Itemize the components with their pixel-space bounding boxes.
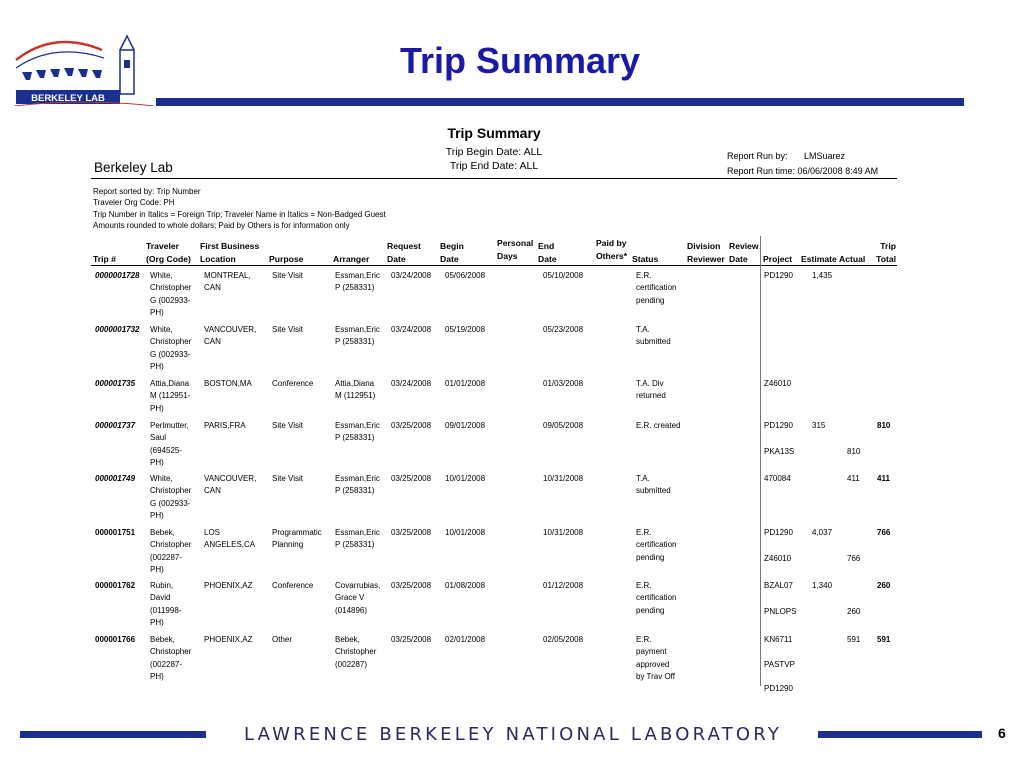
cell-arranger: Essman,Eric P (258331) [335,325,380,347]
cell-traveler: Perlmutter, Saul (694525- PH) [150,421,189,467]
cell-begin: 05/06/2008 [445,271,486,280]
report-divider [91,178,897,179]
cell-request: 03/25/2008 [391,635,432,644]
cell-request: 03/25/2008 [391,528,432,537]
cell-begin: 10/01/2008 [445,528,486,537]
note-line: Trip Number in Italics = Foreign Trip; Traveler Name in Italics = Non-Badged Guest [93,209,386,219]
logo-text: BERKELEY LAB [31,93,105,104]
cell-location: BOSTON,MA [204,379,252,388]
cell-trip: 0000001728 [95,271,140,280]
cell-project-secondary: PKA13S [764,447,795,456]
cell-total: 260 [877,581,891,590]
report-run-by [727,151,846,161]
cell-estimate: 1,435 [812,271,833,280]
table-row [0,473,1024,525]
note-line: Report sorted by: Trip Number [93,187,201,196]
cell-purpose: Conference [272,581,314,590]
cell-traveler: Attia,Diana M (112951- PH) [150,379,191,413]
berkeley-lab-logo [14,20,154,106]
cell-status: T.A. submitted [636,325,671,347]
cell-end: 01/12/2008 [543,581,584,590]
table-row [0,324,1024,376]
org-name: Berkeley Lab [94,160,173,175]
col-estimate: Estimate [801,254,837,264]
cell-trip: 000001737 [95,421,136,430]
cell-location: LOS ANGELES,CA [204,528,256,550]
cell-estimate: 315 [812,421,826,430]
cell-begin: 09/01/2008 [445,421,486,430]
cell-location: VANCOUVER, CAN [204,325,257,347]
cell-project-secondary: PNLOPS [764,607,797,616]
cell-location: PHOENIX,AZ [204,581,253,590]
cell-location: VANCOUVER, CAN [204,474,257,496]
cell-trip: 000001749 [95,474,136,483]
cell-purpose: Site Visit [272,271,303,280]
cell-request: 03/24/2008 [391,325,432,334]
cell-arranger: Essman,Eric P (258331) [335,528,380,550]
cell-actual-secondary: 260 [847,607,861,616]
report-run-time: Report Run time: 06/06/2008 8:49 AM [727,166,879,176]
table-row [0,420,1024,472]
cell-project: PD1290 [764,271,793,280]
cell-purpose: Site Visit [272,474,303,483]
cell-traveler: Bebek, Christopher (002287- PH) [150,635,192,681]
cell-begin: 01/08/2008 [445,581,486,590]
report-begin-date: Trip Begin Date: ALL [445,146,543,158]
cell-project: PD1290 [764,421,793,430]
cell-begin: 02/01/2008 [445,635,486,644]
col-request-date: Request Date [387,241,421,264]
cell-request: 03/24/2008 [391,379,432,388]
cell-estimate: 4,037 [812,528,833,537]
cell-trip: 0000001732 [95,325,140,334]
slide-title: Trip Summary [399,40,641,81]
cell-status: E.R. payment approved by Trav Off [636,635,675,681]
cell-project-secondary: Z46010 [764,554,792,563]
footer-lab-name: LAWRENCE BERKELEY NATIONAL LABORATORY [243,724,783,745]
cell-request: 03/24/2008 [391,271,432,280]
cell-end: 02/05/2008 [543,635,584,644]
col-first-business: First Business Location [200,241,260,264]
cell-end: 09/05/2008 [543,421,584,430]
note-line: Traveler Org Code: PH [93,198,175,208]
cell-total: 766 [877,528,891,537]
table-row [0,270,1024,322]
col-review-date: Review Date [729,241,759,264]
cell-project: BZAL07 [764,581,793,590]
cell-end: 05/10/2008 [543,271,584,280]
cell-project: 470084 [764,474,791,483]
cell-location: PHOENIX,AZ [204,635,253,644]
cell-project: KN6711 PASTVP PD1290 [764,635,795,694]
cell-total: 810 [877,421,891,430]
cell-trip: 000001735 [95,379,136,388]
cell-end: 01/03/2008 [543,379,584,388]
cell-status: E.R. certification pending [636,271,677,305]
table-row [0,580,1024,632]
cell-request: 03/25/2008 [391,581,432,590]
header-divider [156,98,964,106]
cell-end: 10/31/2008 [543,528,584,537]
footer-rule-left [20,731,206,738]
cell-actual-secondary: 766 [847,554,861,563]
run-by-label: Report Run by: [727,151,788,161]
cell-arranger: Essman,Eric P (258331) [335,421,380,443]
col-personal-days: Personal Days [497,238,534,261]
cell-arranger: Essman,Eric P (258331) [335,474,380,496]
cell-total: 411 [877,474,890,483]
cell-arranger: Covarrubias, Grace V (014896) [335,581,381,615]
col-arranger: Arranger [333,254,370,264]
cell-status: E.R. certification pending [636,581,677,615]
cell-actual: 411 [847,474,860,483]
cell-location: MONTREAL, CAN [204,271,251,293]
col-end-date: End Date [538,241,557,264]
col-traveler: Traveler (Org Code) [146,241,191,264]
cell-trip: 000001751 [95,528,136,537]
col-paid-by-others: Paid by Others* [596,238,628,261]
cell-total: 591 [877,635,891,644]
col-begin-date: Begin Date [440,241,464,264]
cell-end: 05/23/2008 [543,325,584,334]
run-by-value: LMSuarez [804,151,846,161]
cell-traveler: White, Christopher G (002933- PH) [150,325,192,371]
cell-begin: 05/19/2008 [445,325,486,334]
cell-purpose: Site Visit [272,325,303,334]
cell-arranger: Essman,Eric P (258331) [335,271,380,293]
footer-rule-right [818,731,982,738]
col-actual: Actual [839,254,866,264]
cell-purpose: Conference [272,379,314,388]
table-header-divider [91,265,897,266]
cell-traveler: White, Christopher G (002933- PH) [150,474,192,520]
cell-request: 03/25/2008 [391,421,432,430]
report-title: Trip Summary [447,125,541,141]
page-number: 6 [998,725,1006,741]
table-row [0,634,1024,694]
col-status: Status [632,254,659,264]
report-end-date: Trip End Date: ALL [449,160,539,172]
cell-begin: 01/01/2008 [445,379,486,388]
cell-status: T.A. submitted [636,474,671,496]
cell-actual: 591 [847,635,861,644]
cell-request: 03/25/2008 [391,474,432,483]
report-notes [93,186,386,231]
cell-purpose: Other [272,635,293,644]
col-trip-num: Trip # [93,254,116,264]
cell-status: T.A. Div returned [636,379,666,401]
cell-status: E.R. certification pending [636,528,677,562]
col-trip-total: Trip Total [876,241,896,264]
cell-project: PD1290 [764,528,793,537]
table-row [0,527,1024,579]
cell-trip: 000001762 [95,581,136,590]
cell-actual-secondary: 810 [847,447,861,456]
cell-status: E.R. created [636,421,681,430]
col-purpose: Purpose [269,254,304,264]
cell-purpose: Site Visit [272,421,303,430]
cell-end: 10/31/2008 [543,474,584,483]
cell-begin: 10/01/2008 [445,474,486,483]
cell-arranger: Attia,Diana M (112951) [335,379,376,401]
cell-trip: 000001766 [95,635,136,644]
cell-arranger: Bebek, Christopher (002287) [335,635,377,669]
cell-traveler: Bebek, Christopher (002287- PH) [150,528,192,574]
note-line: Amounts rounded to whole dollars; Paid by Others is for information only [93,220,350,230]
cell-project: Z46010 [764,379,792,388]
cell-location: PARIS,FRA [204,421,246,430]
cell-estimate: 1,340 [812,581,833,590]
col-project: Project [763,254,793,264]
col-division-reviewer: Division Reviewer [687,241,725,264]
cell-traveler: White, Christopher G (002933- PH) [150,271,192,317]
cell-traveler: Rubin, David (011998- PH) [150,581,182,627]
cell-purpose: Programmatic Planning [272,528,322,550]
